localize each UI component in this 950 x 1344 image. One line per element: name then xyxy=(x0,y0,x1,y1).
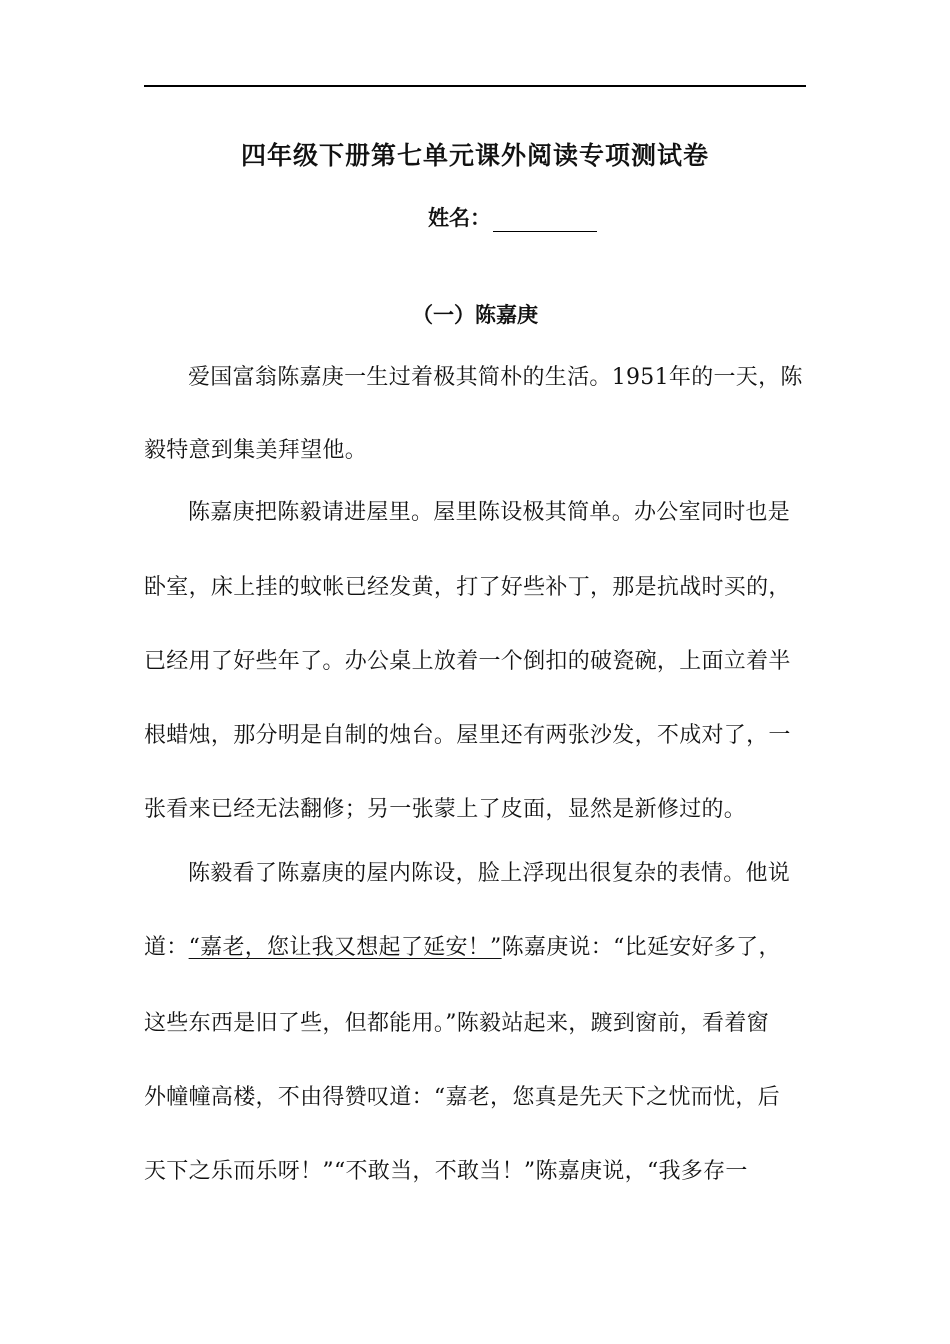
paragraph-line: 毅特意到集美拜望他。 xyxy=(144,438,368,463)
name-field-row xyxy=(428,202,597,232)
paragraph-line: 陈毅看了陈嘉庚的屋内陈设，脸上浮现出很复杂的表情。他说 xyxy=(188,861,791,886)
paragraph-line-underlined xyxy=(144,934,824,962)
paragraph-line: 爱国富翁陈嘉庚一生过着极其简朴的生活。1951年的一天，陈 xyxy=(188,365,803,390)
line-suffix: 陈嘉庚说：“比延安好多了， xyxy=(501,935,781,960)
paragraph-line: 张看来已经无法翻修；另一张蒙上了皮面，显然是新修过的。 xyxy=(144,797,747,822)
page-title: 四年级下册第七单元课外阅读专项测试卷 xyxy=(240,141,709,170)
paragraph-line: 天下之乐而乐呀！”“不敢当，不敢当！”陈嘉庚说，“我多存一 xyxy=(144,1159,748,1184)
paragraph-line: 这些东西是旧了些，但都能用。”陈毅站起来，踱到窗前，看着窗 xyxy=(144,1011,769,1036)
paragraph-line: 已经用了好些年了。办公桌上放着一个倒扣的破瓷碗，上面立着半 xyxy=(144,649,791,674)
name-label: 姓名： xyxy=(428,205,491,230)
paragraph-line: 陈嘉庚把陈毅请进屋里。屋里陈设极其简单。办公室同时也是 xyxy=(188,500,791,525)
paragraph-line: 外幢幢高楼，不由得赞叹道：“嘉老，您真是先天下之忧而忧，后 xyxy=(144,1085,780,1110)
line-prefix: 道： xyxy=(144,935,189,960)
header-rule xyxy=(144,85,806,87)
paragraph-line: 卧室，床上挂的蚊帐已经发黄，打了好些补丁，那是抗战时买的， xyxy=(144,575,791,600)
section-title: （一）陈嘉庚 xyxy=(412,302,538,327)
paragraph-line: 根蜡烛，那分明是自制的烛台。屋里还有两张沙发，不成对了，一 xyxy=(144,723,791,748)
underlined-quote: “嘉老，您让我又想起了延安！” xyxy=(188,935,502,960)
name-blank-line xyxy=(493,209,597,232)
